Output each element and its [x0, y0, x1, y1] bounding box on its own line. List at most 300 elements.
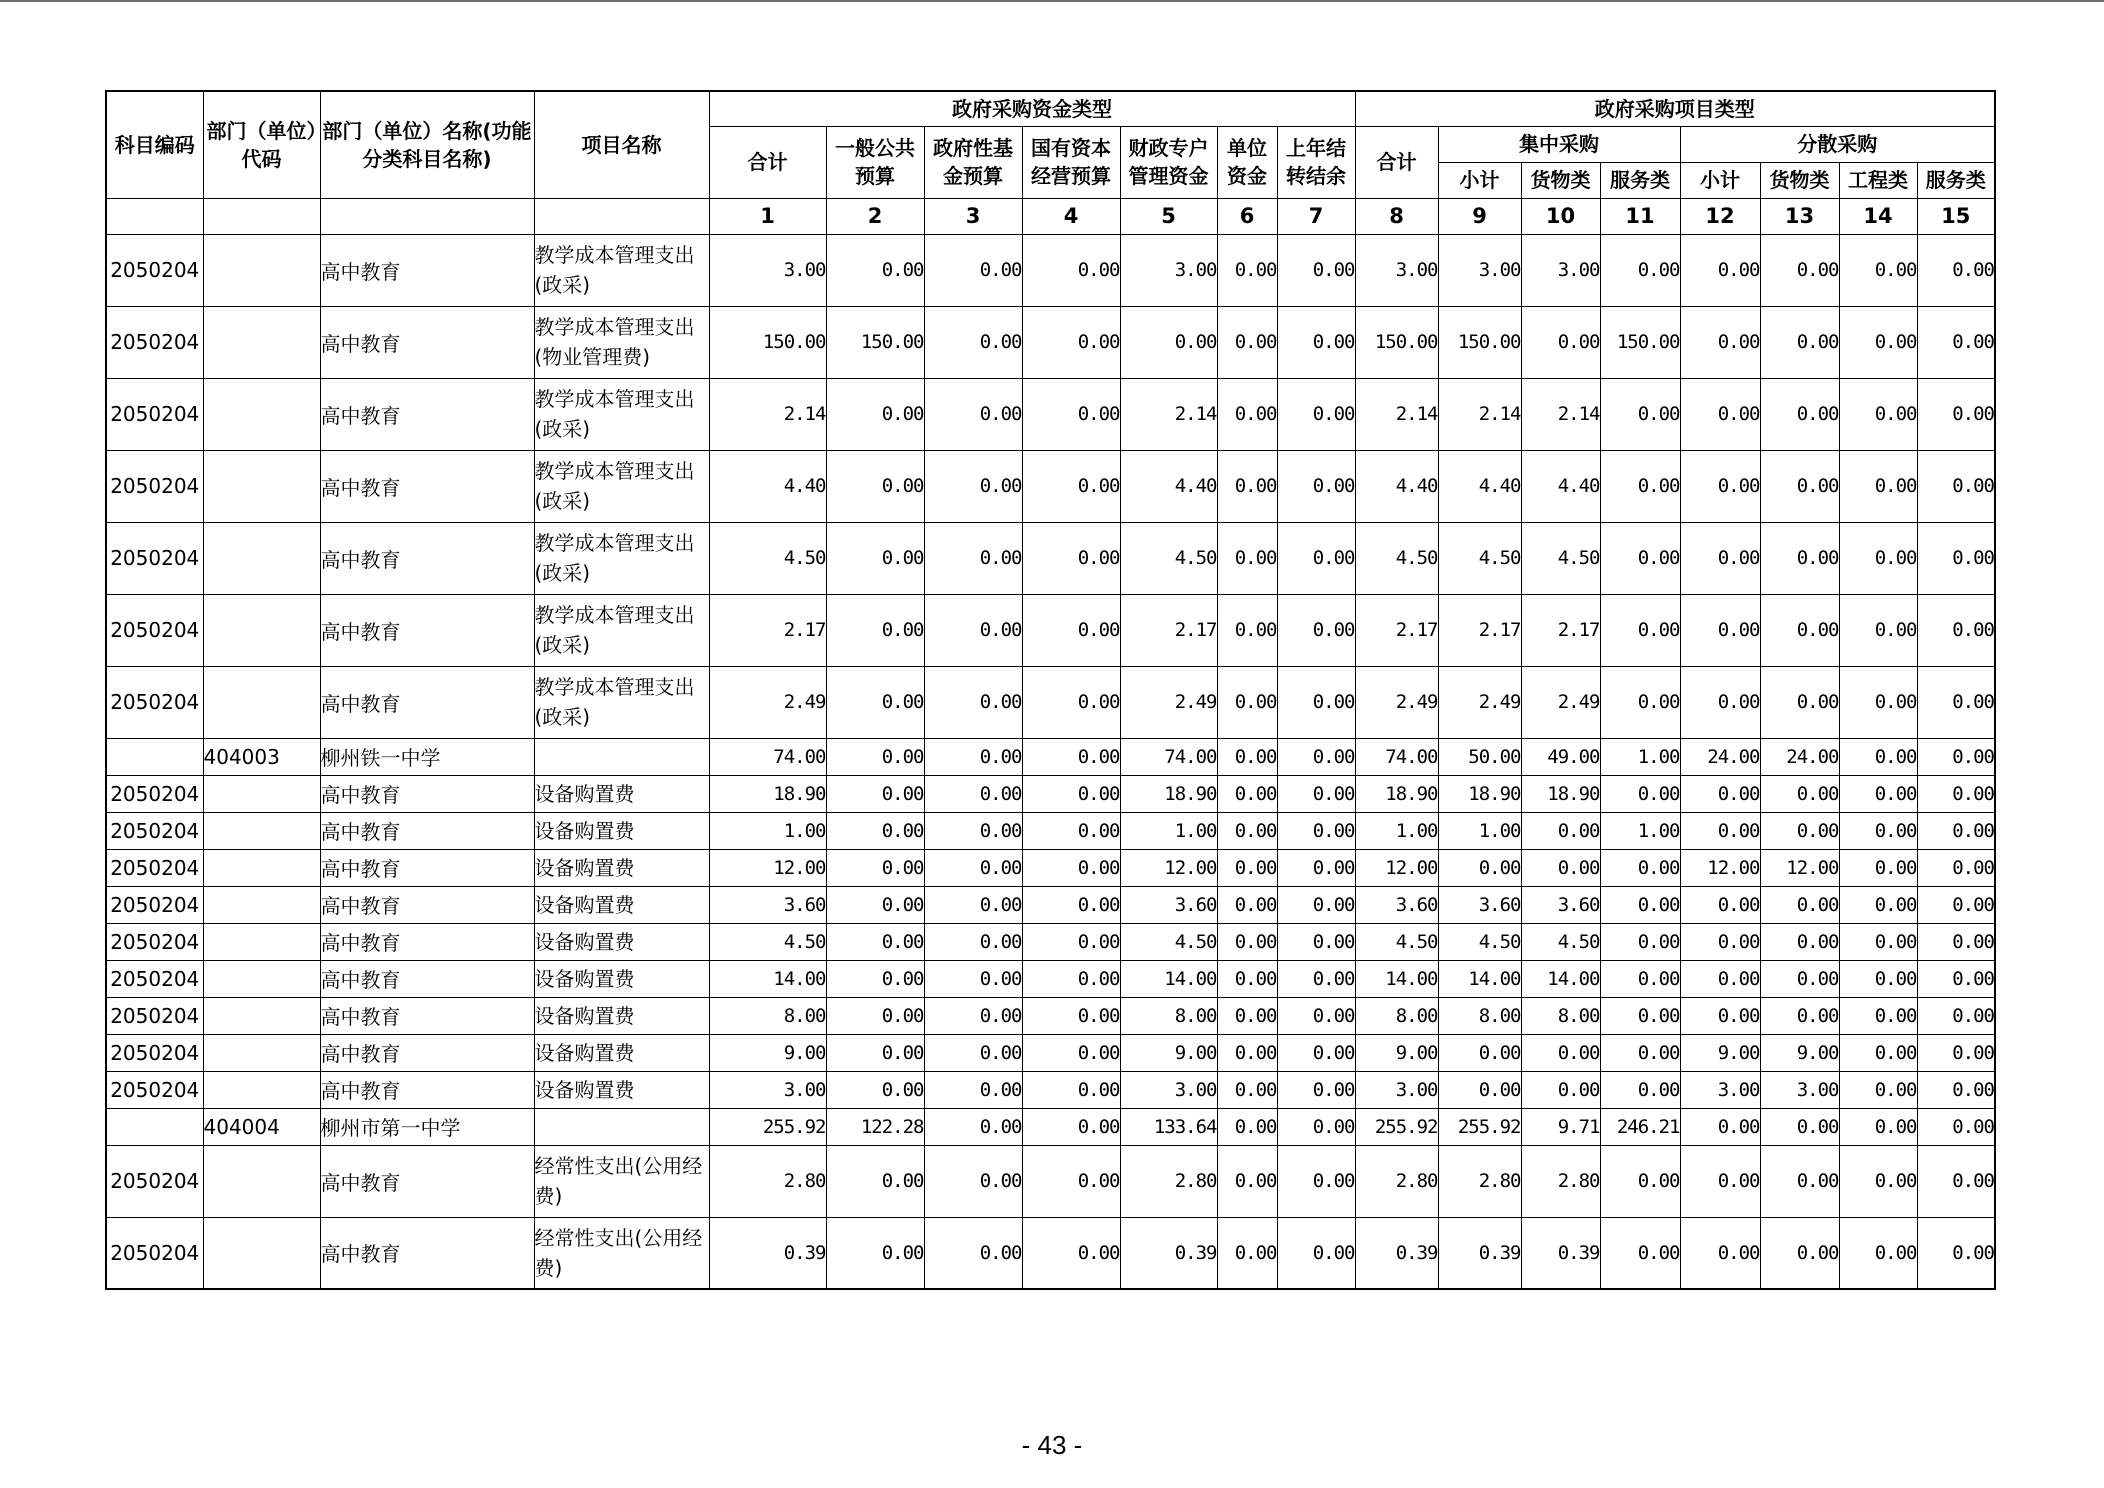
header-fund-total: 合计 — [709, 126, 826, 198]
amount-cell: 0.00 — [1217, 1108, 1277, 1145]
amount-cell: 0.00 — [1760, 306, 1839, 378]
amount-cell: 0.00 — [1917, 775, 1995, 812]
table-row — [106, 1071, 1995, 1108]
column-number: 2 — [826, 198, 924, 234]
amount-cell: 4.40 — [1521, 450, 1600, 522]
amount-cell: 0.00 — [1217, 1071, 1277, 1108]
amount-cell: 0.00 — [1022, 1108, 1120, 1145]
amount-cell: 0.00 — [924, 886, 1022, 923]
project-name-cell: 经常性支出(公用经费) — [534, 1217, 709, 1289]
amount-cell: 0.00 — [1022, 738, 1120, 775]
amount-cell: 2.49 — [1120, 666, 1217, 738]
column-number: 6 — [1217, 198, 1277, 234]
dept-name-cell: 柳州市第一中学 — [320, 1108, 534, 1145]
top-border-line — [0, 0, 2104, 2]
amount-cell: 8.00 — [1355, 997, 1438, 1034]
header-dispersed: 分散采购 — [1680, 126, 1995, 162]
amount-cell: 0.00 — [924, 450, 1022, 522]
amount-cell: 0.00 — [826, 666, 924, 738]
table-row — [106, 923, 1995, 960]
header-fiscal-special: 财政专户管理资金 — [1120, 126, 1217, 198]
amount-cell: 8.00 — [709, 997, 826, 1034]
amount-cell: 8.00 — [1438, 997, 1521, 1034]
amount-cell: 255.92 — [1438, 1108, 1521, 1145]
header-dispersed-subtotal: 小计 — [1680, 162, 1760, 198]
amount-cell: 0.00 — [1600, 886, 1680, 923]
dept-name-cell: 高中教育 — [320, 849, 534, 886]
amount-cell: 3.00 — [1120, 1071, 1217, 1108]
amount-cell: 3.00 — [1120, 234, 1217, 306]
amount-cell: 0.00 — [826, 812, 924, 849]
table-row — [106, 960, 1995, 997]
amount-cell: 0.00 — [1277, 1145, 1355, 1217]
amount-cell: 4.40 — [1355, 450, 1438, 522]
dept-code-cell — [203, 378, 320, 450]
amount-cell: 0.00 — [1600, 234, 1680, 306]
dept-name-cell: 高中教育 — [320, 594, 534, 666]
project-name-cell: 教学成本管理支出(政采) — [534, 594, 709, 666]
amount-cell: 3.60 — [1120, 886, 1217, 923]
amount-cell: 2.17 — [1521, 594, 1600, 666]
amount-cell: 14.00 — [1120, 960, 1217, 997]
project-name-cell: 教学成本管理支出(政采) — [534, 666, 709, 738]
amount-cell: 0.00 — [1680, 1145, 1760, 1217]
amount-cell: 0.00 — [826, 923, 924, 960]
amount-cell: 0.00 — [1760, 923, 1839, 960]
amount-cell: 0.00 — [1760, 812, 1839, 849]
project-name-cell: 设备购置费 — [534, 849, 709, 886]
header-central: 集中采购 — [1438, 126, 1680, 162]
dept-code-cell — [203, 1217, 320, 1289]
column-number: 14 — [1839, 198, 1917, 234]
amount-cell: 2.49 — [709, 666, 826, 738]
table-row — [106, 450, 1995, 522]
subject-code-cell: 2050204 — [106, 923, 203, 960]
column-number: 12 — [1680, 198, 1760, 234]
amount-cell: 18.90 — [1438, 775, 1521, 812]
amount-cell: 0.00 — [1277, 378, 1355, 450]
amount-cell: 0.00 — [1839, 1034, 1917, 1071]
subject-code-cell: 2050204 — [106, 594, 203, 666]
header-carryover: 上年结转结余 — [1277, 126, 1355, 198]
amount-cell: 12.00 — [1760, 849, 1839, 886]
header-dispersed-goods: 货物类 — [1760, 162, 1839, 198]
dept-code-cell — [203, 1145, 320, 1217]
amount-cell: 0.00 — [1022, 775, 1120, 812]
subject-code-cell: 2050204 — [106, 775, 203, 812]
amount-cell: 0.00 — [1839, 1217, 1917, 1289]
header-fund-type-group: 政府采购资金类型 — [709, 91, 1355, 126]
project-name-cell: 设备购置费 — [534, 997, 709, 1034]
amount-cell: 0.00 — [826, 849, 924, 886]
amount-cell: 4.50 — [1438, 522, 1521, 594]
amount-cell: 0.00 — [1839, 775, 1917, 812]
amount-cell: 0.00 — [1217, 1034, 1277, 1071]
amount-cell: 0.00 — [1217, 923, 1277, 960]
amount-cell: 0.00 — [1277, 997, 1355, 1034]
amount-cell: 8.00 — [1521, 997, 1600, 1034]
amount-cell: 0.00 — [924, 594, 1022, 666]
dept-name-cell: 高中教育 — [320, 450, 534, 522]
amount-cell: 0.00 — [1521, 1034, 1600, 1071]
amount-cell: 0.00 — [924, 306, 1022, 378]
dept-code-cell — [203, 923, 320, 960]
project-name-cell: 教学成本管理支出(物业管理费) — [534, 306, 709, 378]
amount-cell: 0.00 — [1277, 960, 1355, 997]
dept-name-cell: 高中教育 — [320, 234, 534, 306]
dept-name-cell: 柳州铁一中学 — [320, 738, 534, 775]
amount-cell: 0.39 — [1521, 1217, 1600, 1289]
dept-code-cell — [203, 775, 320, 812]
amount-cell: 2.80 — [1438, 1145, 1521, 1217]
project-name-cell: 设备购置费 — [534, 886, 709, 923]
amount-cell: 0.00 — [924, 849, 1022, 886]
amount-cell: 0.00 — [1022, 594, 1120, 666]
amount-cell: 12.00 — [1355, 849, 1438, 886]
amount-cell: 4.50 — [1355, 522, 1438, 594]
amount-cell: 0.00 — [1438, 1071, 1521, 1108]
header-dept-name: 部门（单位）名称(功能分类科目名称) — [320, 91, 534, 198]
procurement-table — [105, 90, 1996, 1290]
amount-cell: 0.00 — [826, 594, 924, 666]
amount-cell: 3.00 — [709, 1071, 826, 1108]
amount-cell: 3.00 — [1680, 1071, 1760, 1108]
amount-cell: 1.00 — [1600, 812, 1680, 849]
amount-cell: 18.90 — [709, 775, 826, 812]
amount-cell: 0.00 — [1680, 997, 1760, 1034]
amount-cell: 0.00 — [1022, 1071, 1120, 1108]
amount-cell: 0.00 — [1917, 1071, 1995, 1108]
amount-cell: 0.00 — [1760, 594, 1839, 666]
dept-code-cell — [203, 234, 320, 306]
amount-cell: 3.60 — [1355, 886, 1438, 923]
amount-cell: 0.00 — [924, 775, 1022, 812]
amount-cell: 0.00 — [1022, 886, 1120, 923]
subject-code-cell: 2050204 — [106, 234, 203, 306]
amount-cell: 0.00 — [1917, 522, 1995, 594]
amount-cell: 0.00 — [826, 1071, 924, 1108]
amount-cell: 0.00 — [1760, 378, 1839, 450]
amount-cell: 0.00 — [1680, 812, 1760, 849]
dept-name-cell: 高中教育 — [320, 812, 534, 849]
project-name-cell: 教学成本管理支出(政采) — [534, 522, 709, 594]
amount-cell: 0.00 — [924, 923, 1022, 960]
amount-cell: 0.00 — [1217, 849, 1277, 886]
amount-cell: 0.00 — [1760, 775, 1839, 812]
dept-name-cell: 高中教育 — [320, 997, 534, 1034]
dept-code-cell — [203, 522, 320, 594]
amount-cell: 24.00 — [1760, 738, 1839, 775]
amount-cell: 0.00 — [1680, 450, 1760, 522]
amount-cell: 9.00 — [1680, 1034, 1760, 1071]
amount-cell: 14.00 — [1355, 960, 1438, 997]
amount-cell: 0.00 — [1217, 306, 1277, 378]
project-name-cell: 经常性支出(公用经费) — [534, 1145, 709, 1217]
amount-cell: 150.00 — [1355, 306, 1438, 378]
amount-cell: 0.00 — [1760, 997, 1839, 1034]
dept-code-cell — [203, 960, 320, 997]
dept-name-cell: 高中教育 — [320, 1071, 534, 1108]
amount-cell: 18.90 — [1120, 775, 1217, 812]
dept-name-cell: 高中教育 — [320, 522, 534, 594]
amount-cell: 0.00 — [1680, 666, 1760, 738]
amount-cell: 0.00 — [924, 1145, 1022, 1217]
subject-code-cell: 2050204 — [106, 1145, 203, 1217]
amount-cell: 0.00 — [1760, 886, 1839, 923]
table-row — [106, 738, 1995, 775]
amount-cell: 14.00 — [1438, 960, 1521, 997]
amount-cell: 0.00 — [1217, 1217, 1277, 1289]
table-row — [106, 666, 1995, 738]
amount-cell: 3.00 — [1438, 234, 1521, 306]
amount-cell: 24.00 — [1680, 738, 1760, 775]
amount-cell: 0.00 — [1917, 738, 1995, 775]
project-name-cell: 设备购置费 — [534, 775, 709, 812]
amount-cell: 0.00 — [1277, 923, 1355, 960]
amount-cell: 50.00 — [1438, 738, 1521, 775]
amount-cell: 0.00 — [924, 960, 1022, 997]
header-central-goods: 货物类 — [1521, 162, 1600, 198]
amount-cell: 0.00 — [1917, 997, 1995, 1034]
amount-cell: 0.00 — [1680, 594, 1760, 666]
amount-cell: 0.00 — [1839, 234, 1917, 306]
amount-cell: 0.00 — [1277, 450, 1355, 522]
amount-cell: 0.00 — [1217, 812, 1277, 849]
amount-cell: 0.00 — [826, 1034, 924, 1071]
amount-cell: 0.00 — [1680, 1108, 1760, 1145]
amount-cell: 0.00 — [1022, 1145, 1120, 1217]
amount-cell: 0.39 — [1438, 1217, 1521, 1289]
dept-name-cell: 高中教育 — [320, 666, 534, 738]
amount-cell: 0.00 — [826, 450, 924, 522]
project-name-cell: 教学成本管理支出(政采) — [534, 234, 709, 306]
amount-cell: 0.00 — [1277, 234, 1355, 306]
dept-code-cell — [203, 450, 320, 522]
amount-cell: 4.40 — [1120, 450, 1217, 522]
amount-cell: 2.80 — [1521, 1145, 1600, 1217]
amount-cell: 0.00 — [924, 738, 1022, 775]
amount-cell: 0.00 — [1521, 306, 1600, 378]
amount-cell: 0.00 — [1022, 960, 1120, 997]
dept-code-cell — [203, 306, 320, 378]
amount-cell: 2.17 — [1438, 594, 1521, 666]
amount-cell: 0.00 — [1022, 450, 1120, 522]
subject-code-cell: 2050204 — [106, 960, 203, 997]
column-number: 10 — [1521, 198, 1600, 234]
dept-code-cell — [203, 1071, 320, 1108]
amount-cell: 0.00 — [1277, 1034, 1355, 1071]
amount-cell: 0.00 — [1839, 306, 1917, 378]
project-name-cell: 设备购置费 — [534, 960, 709, 997]
amount-cell: 3.00 — [1521, 234, 1600, 306]
table-row — [106, 1034, 1995, 1071]
amount-cell: 0.00 — [1277, 1108, 1355, 1145]
amount-cell: 1.00 — [1600, 738, 1680, 775]
dept-code-cell — [203, 1034, 320, 1071]
subject-code-cell: 2050204 — [106, 450, 203, 522]
amount-cell: 4.50 — [1120, 923, 1217, 960]
subject-code-cell: 2050204 — [106, 1217, 203, 1289]
amount-cell: 0.00 — [1277, 1217, 1355, 1289]
amount-cell: 0.00 — [826, 1217, 924, 1289]
amount-cell: 0.00 — [1022, 1217, 1120, 1289]
header-dept-code: 部门（单位）代码 — [203, 91, 320, 198]
header-general-budget: 一般公共预算 — [826, 126, 924, 198]
amount-cell: 0.00 — [1680, 522, 1760, 594]
amount-cell: 0.00 — [1917, 923, 1995, 960]
amount-cell: 0.00 — [1217, 450, 1277, 522]
subject-code-cell — [106, 1108, 203, 1145]
amount-cell: 0.00 — [1680, 378, 1760, 450]
amount-cell: 2.17 — [709, 594, 826, 666]
amount-cell: 0.00 — [1839, 738, 1917, 775]
amount-cell: 9.00 — [1355, 1034, 1438, 1071]
amount-cell: 14.00 — [1521, 960, 1600, 997]
amount-cell: 150.00 — [1600, 306, 1680, 378]
amount-cell: 0.00 — [1839, 849, 1917, 886]
amount-cell: 0.00 — [1917, 450, 1995, 522]
amount-cell: 2.49 — [1521, 666, 1600, 738]
header-item-total: 合计 — [1355, 126, 1438, 198]
dept-name-cell: 高中教育 — [320, 306, 534, 378]
amount-cell: 1.00 — [1355, 812, 1438, 849]
header-dispersed-service: 服务类 — [1917, 162, 1995, 198]
amount-cell: 0.00 — [1917, 1145, 1995, 1217]
amount-cell: 0.00 — [1217, 886, 1277, 923]
amount-cell: 74.00 — [709, 738, 826, 775]
amount-cell: 2.49 — [1438, 666, 1521, 738]
amount-cell: 0.00 — [1217, 378, 1277, 450]
amount-cell: 2.17 — [1120, 594, 1217, 666]
amount-cell: 0.00 — [1600, 923, 1680, 960]
amount-cell: 0.00 — [1839, 378, 1917, 450]
amount-cell: 2.80 — [1355, 1145, 1438, 1217]
header-unit-fund: 单位资金 — [1217, 126, 1277, 198]
amount-cell: 2.14 — [1521, 378, 1600, 450]
header-subject-code: 科目编码 — [106, 91, 203, 198]
amount-cell: 4.50 — [1120, 522, 1217, 594]
amount-cell: 0.00 — [1120, 306, 1217, 378]
table-row — [106, 1108, 1995, 1145]
amount-cell: 0.00 — [1217, 775, 1277, 812]
column-number: 8 — [1355, 198, 1438, 234]
project-name-cell: 设备购置费 — [534, 812, 709, 849]
table-row — [106, 997, 1995, 1034]
amount-cell: 0.00 — [1917, 1108, 1995, 1145]
amount-cell: 0.00 — [1600, 1071, 1680, 1108]
amount-cell: 0.00 — [1600, 594, 1680, 666]
amount-cell: 0.00 — [1917, 886, 1995, 923]
amount-cell: 0.00 — [924, 378, 1022, 450]
amount-cell: 0.00 — [1917, 306, 1995, 378]
column-number: 7 — [1277, 198, 1355, 234]
amount-cell: 0.00 — [1600, 666, 1680, 738]
dept-name-cell: 高中教育 — [320, 1217, 534, 1289]
amount-cell: 0.00 — [1600, 522, 1680, 594]
amount-cell: 0.00 — [1600, 1217, 1680, 1289]
amount-cell: 2.14 — [1120, 378, 1217, 450]
amount-cell: 14.00 — [709, 960, 826, 997]
amount-cell: 9.00 — [1760, 1034, 1839, 1071]
amount-cell: 3.00 — [1355, 234, 1438, 306]
amount-cell: 0.00 — [1277, 594, 1355, 666]
amount-cell: 3.60 — [1438, 886, 1521, 923]
amount-cell: 3.00 — [1760, 1071, 1839, 1108]
amount-cell: 0.00 — [1022, 849, 1120, 886]
header-item-type-group: 政府采购项目类型 — [1355, 91, 1995, 126]
amount-cell: 0.00 — [1600, 849, 1680, 886]
amount-cell: 12.00 — [1680, 849, 1760, 886]
amount-cell: 18.90 — [1521, 775, 1600, 812]
amount-cell: 0.00 — [1760, 1217, 1839, 1289]
amount-cell: 2.80 — [1120, 1145, 1217, 1217]
column-number-row — [106, 198, 1995, 234]
amount-cell: 3.00 — [709, 234, 826, 306]
amount-cell: 9.00 — [1120, 1034, 1217, 1071]
amount-cell: 0.00 — [1839, 450, 1917, 522]
subject-code-cell: 2050204 — [106, 306, 203, 378]
amount-cell: 0.00 — [1680, 960, 1760, 997]
amount-cell: 12.00 — [1120, 849, 1217, 886]
amount-cell: 4.40 — [1438, 450, 1521, 522]
table-row — [106, 1217, 1995, 1289]
amount-cell: 0.00 — [1022, 306, 1120, 378]
amount-cell: 0.00 — [1600, 960, 1680, 997]
amount-cell: 0.00 — [1217, 1145, 1277, 1217]
amount-cell: 150.00 — [1438, 306, 1521, 378]
amount-cell: 0.00 — [1217, 738, 1277, 775]
amount-cell: 0.00 — [1760, 1108, 1839, 1145]
amount-cell: 0.00 — [1277, 886, 1355, 923]
amount-cell: 0.00 — [1917, 594, 1995, 666]
amount-cell: 0.00 — [1022, 1034, 1120, 1071]
amount-cell: 0.00 — [1917, 812, 1995, 849]
column-number: 9 — [1438, 198, 1521, 234]
amount-cell: 2.49 — [1355, 666, 1438, 738]
amount-cell: 0.00 — [1022, 522, 1120, 594]
dept-code-cell — [203, 886, 320, 923]
amount-cell: 0.00 — [1022, 997, 1120, 1034]
subject-code-cell: 2050204 — [106, 997, 203, 1034]
amount-cell: 0.00 — [1839, 594, 1917, 666]
amount-cell: 0.00 — [1022, 234, 1120, 306]
amount-cell: 0.00 — [924, 1034, 1022, 1071]
amount-cell: 0.00 — [1217, 997, 1277, 1034]
project-name-cell: 教学成本管理支出(政采) — [534, 450, 709, 522]
amount-cell: 0.00 — [1217, 234, 1277, 306]
table-row — [106, 594, 1995, 666]
header-state-capital-budget: 国有资本经营预算 — [1022, 126, 1120, 198]
header-central-service: 服务类 — [1600, 162, 1680, 198]
amount-cell: 122.28 — [826, 1108, 924, 1145]
dept-name-cell: 高中教育 — [320, 775, 534, 812]
amount-cell: 0.00 — [1839, 997, 1917, 1034]
amount-cell: 0.00 — [924, 1217, 1022, 1289]
subject-code-cell — [106, 738, 203, 775]
amount-cell: 0.00 — [1760, 960, 1839, 997]
table-row — [106, 812, 1995, 849]
amount-cell: 0.00 — [826, 234, 924, 306]
amount-cell: 0.00 — [1521, 849, 1600, 886]
subject-code-cell: 2050204 — [106, 849, 203, 886]
amount-cell: 3.00 — [1355, 1071, 1438, 1108]
dept-code-cell — [203, 849, 320, 886]
amount-cell: 0.00 — [1521, 812, 1600, 849]
amount-cell: 0.00 — [1839, 522, 1917, 594]
amount-cell: 0.00 — [1760, 450, 1839, 522]
subject-code-cell: 2050204 — [106, 522, 203, 594]
table-row — [106, 306, 1995, 378]
